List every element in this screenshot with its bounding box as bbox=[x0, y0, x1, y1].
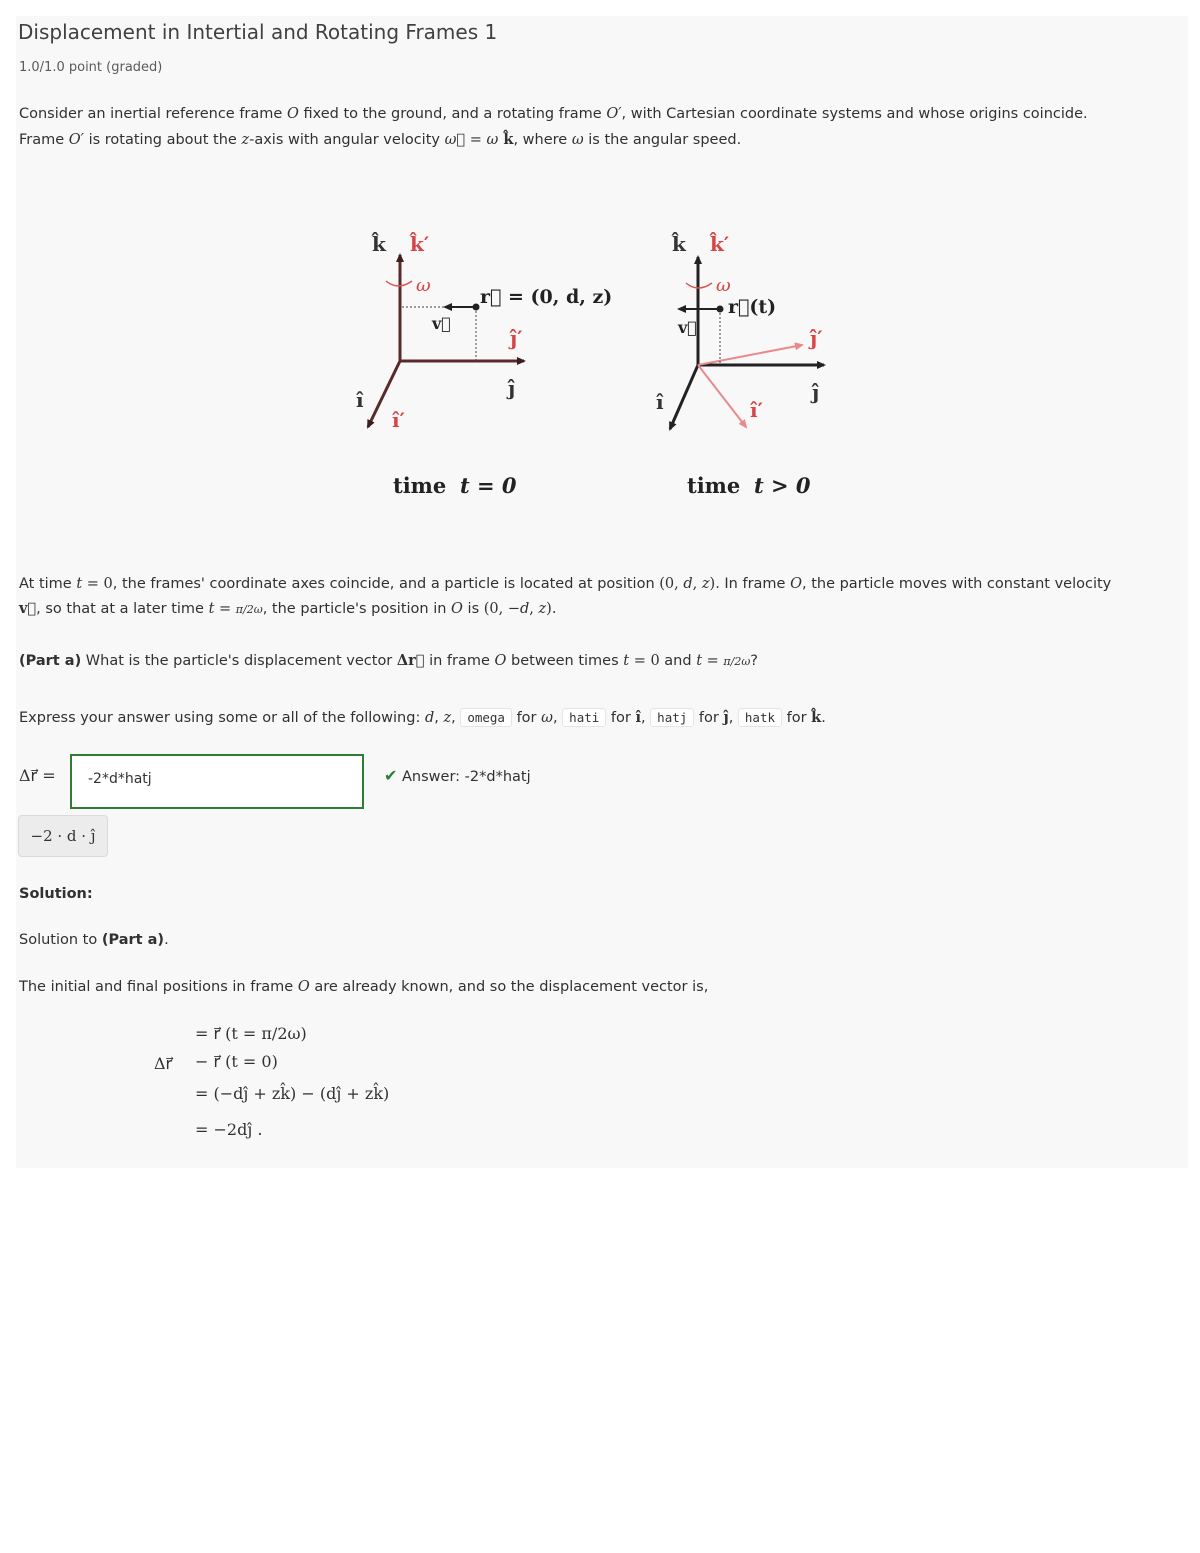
label-k-hat: k̂ bbox=[372, 232, 386, 256]
frames-figure bbox=[330, 215, 850, 515]
i-axis-line bbox=[670, 365, 698, 429]
label-position: r⃗ = (0, d, z) bbox=[480, 286, 613, 308]
answer-label: Δr⃗ = bbox=[19, 766, 56, 785]
solution-heading: Solution: bbox=[19, 886, 93, 902]
label-position: r⃗(t) bbox=[728, 296, 777, 318]
answer-preview: −2 · d · ĵ bbox=[18, 815, 108, 857]
express-instructions: Express your answer using some or all of the following: d, z, omega for ω, hati for î, hatj for ĵ, hatk for k̂. bbox=[19, 709, 826, 726]
label-i-prime: î′ bbox=[750, 398, 763, 422]
code-hatj: hatj bbox=[650, 708, 694, 727]
intro-line-2: Frame O′ is rotating about the z-axis with angular velocity ω⃗ = ω k̂, where ω is the angular speed. bbox=[19, 131, 742, 148]
caption-word: time bbox=[393, 473, 447, 498]
answer-input-box[interactable] bbox=[70, 754, 364, 809]
label-k-prime: k̂′ bbox=[710, 232, 730, 256]
code-omega: omega bbox=[460, 708, 512, 727]
label-j-hat: ĵ bbox=[508, 376, 516, 400]
answer-feedback: ✔ Answer: -2*d*hatj bbox=[384, 766, 531, 785]
diagram-t-later bbox=[656, 230, 824, 498]
label-omega: ω bbox=[716, 275, 731, 296]
setup-line-2: v⃗, so that at a later time t = π/2ω, the particle's position in O is (0, −d, z). bbox=[19, 600, 557, 617]
label-velocity: v⃗ bbox=[678, 318, 697, 337]
label-i-hat: î bbox=[656, 390, 664, 414]
intro-line-1: Consider an inertial reference frame O fixed to the ground, and a rotating frame O′, with Cartesian coordinate systems and whose origins coincide. bbox=[19, 106, 1088, 122]
solution-row-1: = r⃗ (t = π/2ω) bbox=[195, 1024, 307, 1043]
solution-row-3: = (−dĵ + zk̂) − (dĵ + zk̂) bbox=[195, 1084, 390, 1103]
caption-condition: t > 0 bbox=[754, 473, 811, 498]
label-i-hat: î bbox=[356, 388, 364, 412]
label-j-prime: ĵ′ bbox=[510, 326, 523, 350]
question-part-a: (Part a) What is the particle's displacement vector Δr⃗ in frame O between times t = 0 and t = π/2ω? bbox=[19, 652, 758, 669]
i-prime-axis-line bbox=[698, 365, 746, 427]
code-hatk: hatk bbox=[738, 708, 782, 727]
solution-row-4: = −2dĵ . bbox=[195, 1120, 263, 1139]
solution-text: The initial and final positions in frame O are already known, and so the displacement vector is, bbox=[19, 979, 709, 995]
setup-line-1: At time t = 0, the frames' coordinate axes coincide, and a particle is located at position (0, d, z). In frame O, the particle moves with constant velocity bbox=[19, 576, 1112, 592]
label-i-prime: î′ bbox=[392, 408, 405, 432]
points-label: 1.0/1.0 point (graded) bbox=[19, 60, 163, 75]
solution-lhs: Δr⃗ bbox=[154, 1054, 173, 1073]
problem-title: Displacement in Intertial and Rotating Frames 1 bbox=[18, 20, 498, 44]
caption-word: time bbox=[687, 473, 741, 498]
label-velocity: v⃗ bbox=[432, 314, 451, 333]
label-k-prime: k̂′ bbox=[410, 232, 430, 256]
label-j-hat: ĵ bbox=[812, 380, 820, 404]
answer-input[interactable] bbox=[88, 771, 348, 787]
label-k-hat: k̂ bbox=[672, 232, 686, 256]
diagram-t0 bbox=[356, 230, 612, 498]
label-j-prime: ĵ′ bbox=[810, 326, 823, 350]
solution-intro: Solution to (Part a). bbox=[19, 932, 169, 948]
code-hati: hati bbox=[562, 708, 606, 727]
caption-condition: t = 0 bbox=[460, 473, 517, 498]
solution-row-2: − r⃗ (t = 0) bbox=[195, 1052, 278, 1071]
j-prime-axis-line bbox=[698, 345, 802, 365]
check-icon: ✔ bbox=[384, 766, 398, 785]
label-omega: ω bbox=[416, 275, 431, 296]
